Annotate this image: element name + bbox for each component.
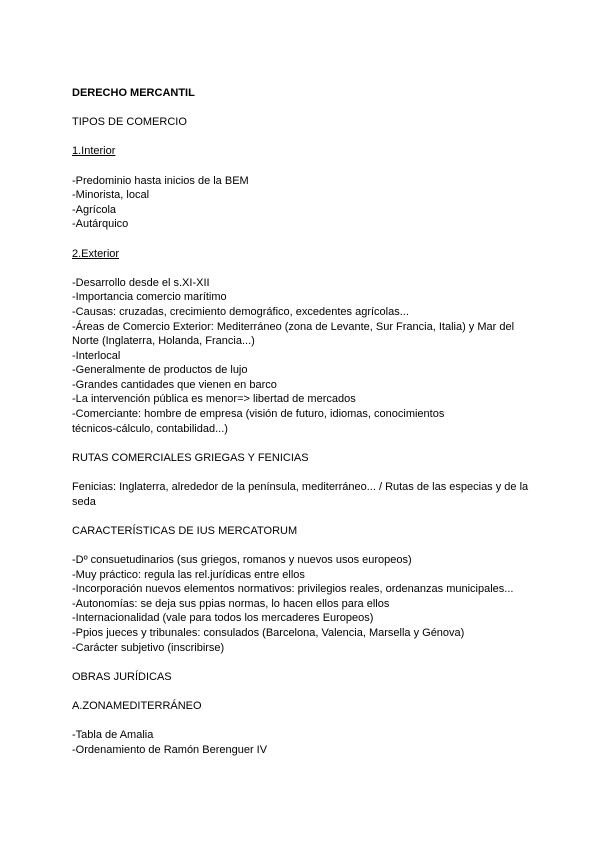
document-page bbox=[72, 86, 532, 757]
list-item: -Incorporación nuevos elementos normativos: privilegios reales, ordenanzas municipales... bbox=[72, 583, 514, 596]
list-item: -Ordenamiento de Ramón Berenguer IV bbox=[72, 743, 268, 756]
rutas-text: Fenicias: Inglaterra, alrededor de la península, mediterráneo... / Rutas de las especias y de la seda bbox=[72, 481, 529, 508]
list-item: -Carácter subjetivo (inscribirse) bbox=[72, 641, 225, 654]
list-item: -Dº consuetudinarios (sus griegos, romanos y nuevos usos europeos) bbox=[72, 554, 412, 566]
subheading-interior: 1.Interior bbox=[72, 145, 116, 158]
section-heading-tipos: TIPOS DE COMERCIO bbox=[72, 116, 187, 129]
list-item: -Autonomías: se deja sus ppias normas, lo hacen ellos para ellos bbox=[72, 597, 390, 610]
list-item: -Importancia comercio marítimo bbox=[72, 291, 227, 304]
list-item: -Ppios jueces y tribunales: consulados (Barcelona, Valencia, Marsella y Génova) bbox=[72, 626, 465, 639]
list-item: -Grandes cantidades que vienen en barco bbox=[72, 378, 277, 391]
list-item: -Agrícola bbox=[72, 203, 117, 216]
list-item: -Áreas de Comercio Exterior: Mediterráneo (zona de Levante, Sur Francia, Italia) y Mar del Norte (Inglaterra, Holanda, Francia...) bbox=[72, 320, 515, 348]
section-heading-caracteristicas: CARACTERÍSTICAS DE IUS MERCATORUM bbox=[72, 524, 298, 537]
subheading-zona-mediterraneo: A.ZONAMEDITERRÁNEO bbox=[72, 699, 202, 712]
section-heading-rutas: RUTAS COMERCIALES GRIEGAS Y FENICIAS bbox=[72, 451, 309, 464]
list-item: -La intervención pública es menor=> libertad de mercados bbox=[72, 393, 356, 406]
section-heading-obras: OBRAS JURÍDICAS bbox=[72, 670, 172, 683]
list-item: -Autárquico bbox=[72, 218, 129, 231]
list-item: -Internacionalidad (vale para todos los mercaderes Europeos) bbox=[72, 612, 374, 625]
list-item: -Comerciante: hombre de empresa (visión de futuro, idiomas, conocimientos técnicos-cálculo, contabilidad...) bbox=[72, 408, 445, 435]
list-item: -Desarrollo desde el s.XI-XII bbox=[72, 276, 210, 289]
list-item: -Interlocal bbox=[72, 349, 121, 362]
list-item: -Generalmente de productos de lujo bbox=[72, 364, 248, 377]
list-item: -Minorista, local bbox=[72, 189, 150, 202]
list-item: -Predominio hasta inicios de la BEM bbox=[72, 174, 249, 187]
list-item: -Tabla de Amalia bbox=[72, 729, 154, 742]
subheading-exterior: 2.Exterior bbox=[72, 247, 120, 260]
list-item: -Muy práctico: regula las rel.jurídicas entre ellos bbox=[72, 568, 305, 581]
document-title: DERECHO MERCANTIL bbox=[72, 87, 195, 99]
list-item: -Causas: cruzadas, crecimiento demográfico, excedentes agrícolas... bbox=[72, 305, 409, 318]
